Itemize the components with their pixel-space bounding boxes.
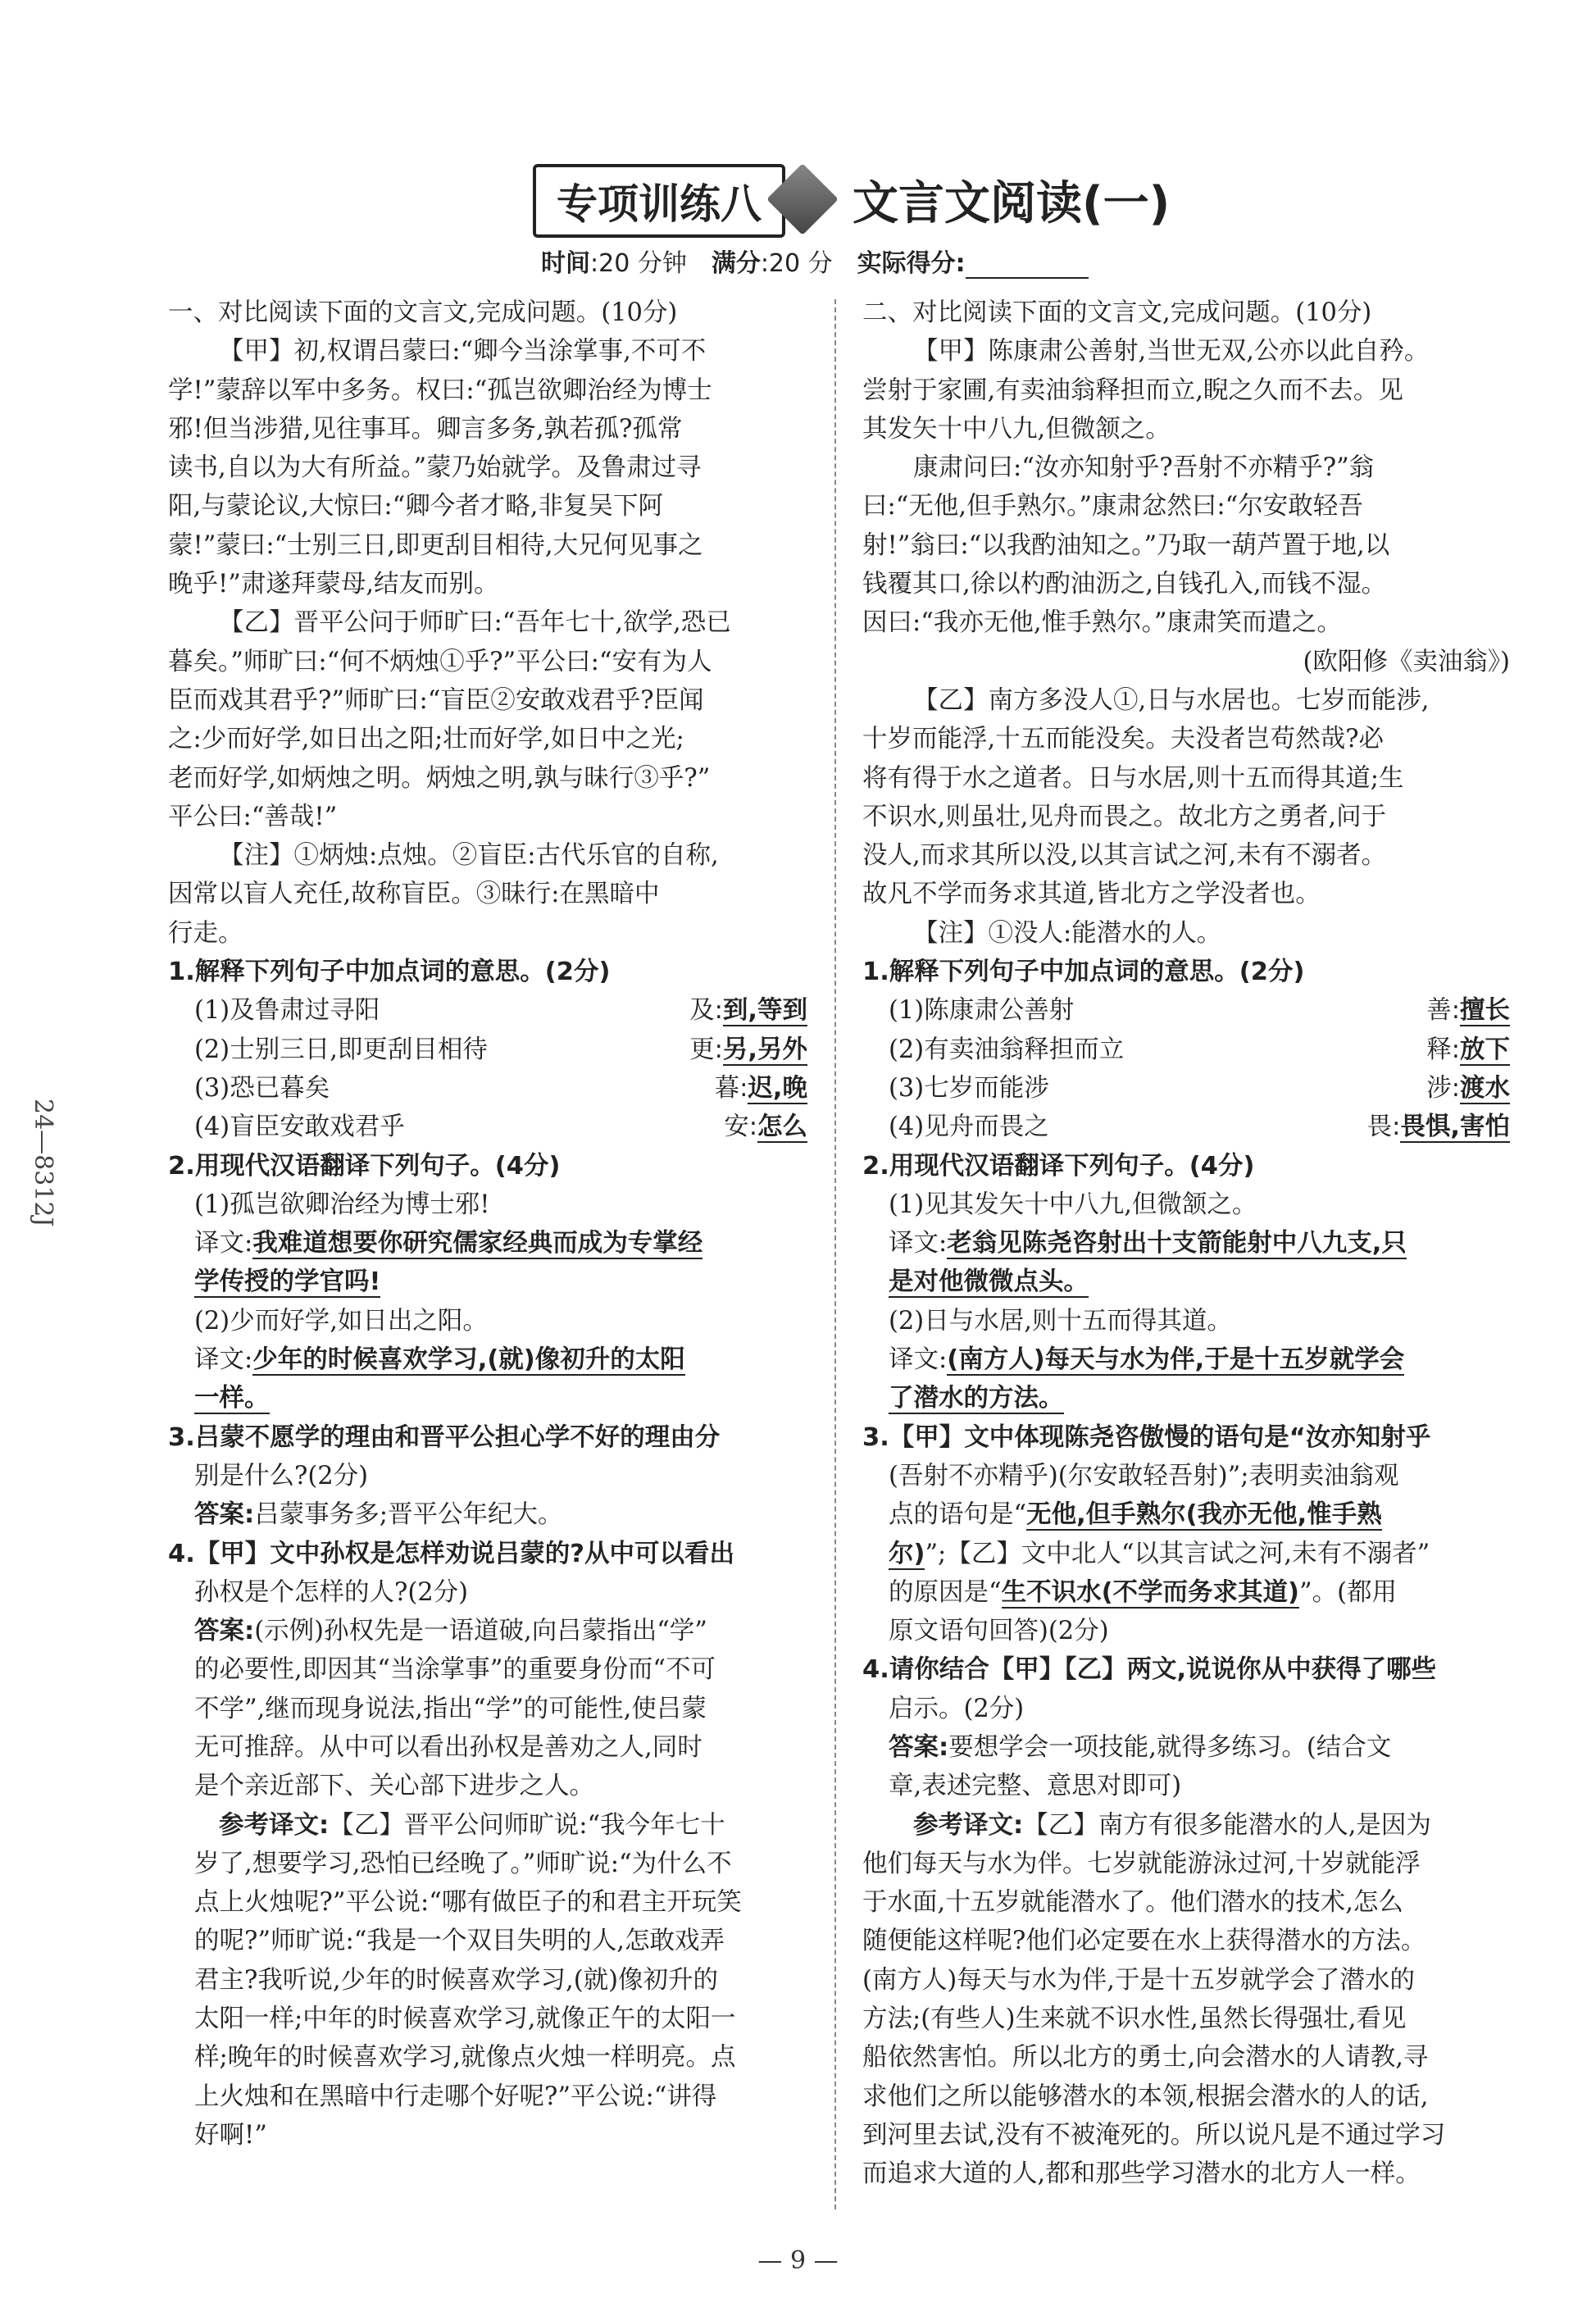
- question-3-text: (吾射不亦精乎)(尔安敢轻吾射)”;表明卖油翁观: [889, 1461, 1399, 1490]
- q2-answer: (南方人)每天与水为伴,于是十五岁就学会: [947, 1345, 1405, 1375]
- question-1-title: 1.解释下列句子中加点词的意思。(2分): [862, 958, 1305, 987]
- passage-line: 射!”翁曰:“以我酌油知之。”乃取一葫芦置于地,以: [862, 530, 1390, 560]
- actual-score-label: 实际得分:: [857, 249, 966, 278]
- q3-answer: 无他,但手熟尔(我亦无他,惟手熟: [1026, 1500, 1382, 1530]
- section-header: [533, 164, 1171, 236]
- q1-key: 畏:: [1366, 1113, 1401, 1142]
- page-number: — 9 —: [757, 2246, 839, 2275]
- question-3-text: 的原因是“: [889, 1577, 1002, 1607]
- q1-key: 更:: [689, 1035, 723, 1064]
- reference-line: 他们每天与水为伴。七岁就能游泳过河,十岁就能浮: [862, 1849, 1421, 1878]
- reference-line: 随便能这样呢?他们必定要在水上获得潜水的方法。: [862, 1927, 1426, 1956]
- answer-label: 答案:: [194, 1500, 255, 1530]
- question-2-title: 2.用现代汉语翻译下列句子。(4分): [862, 1151, 1255, 1181]
- answer-label: 答案:: [194, 1617, 255, 1646]
- q1-key: 涉:: [1426, 1073, 1460, 1103]
- page-title: 文言文阅读(一): [853, 177, 1171, 230]
- q2-answer: 我难道想要你研究儒家经典而成为专掌经: [252, 1229, 703, 1258]
- q4-answer: 是个亲近部下、关心部下进步之人。: [194, 1772, 594, 1801]
- q1-sentence: (1)及鲁肃过寻阳: [194, 996, 380, 1026]
- q1-item: [168, 991, 807, 1030]
- reference-line: 方法;(有些人)生来就不识水性,虽然长得强壮,看见: [862, 2004, 1407, 2034]
- question-3-title: 3.【甲】文中体现陈尧咨傲慢的语句是“汝亦知射乎: [862, 1422, 1431, 1452]
- reference-line: 样;晚年的时候喜欢学习,就像点火烛一样明亮。点: [194, 2043, 736, 2073]
- q2-sentence: (1)孤岂欲卿治经为博士邪!: [194, 1190, 490, 1219]
- passage-line: 【乙】晋平公问于师旷曰:“吾年七十,欲学,恐已: [219, 608, 731, 638]
- q1-sentence: (2)士别三日,即更刮目相待: [194, 1035, 488, 1064]
- q1-item: [862, 1108, 1510, 1146]
- passage-line: 平公曰:“善哉!”: [168, 802, 338, 831]
- reference-translation-label: 参考译文:: [913, 1810, 1024, 1840]
- q1-key: 安:: [724, 1113, 757, 1142]
- q1-key: 暮:: [714, 1073, 748, 1103]
- reference-line: 求他们之所以能够潜水的本领,根据会潜水的人的话,: [862, 2082, 1429, 2111]
- note-line: 【注】①没人:能潜水的人。: [913, 918, 1222, 948]
- question-3-title: 别是什么?(2分): [194, 1461, 369, 1490]
- actual-score-field[interactable]: [966, 257, 1089, 279]
- q3-answer: 吕蒙事务多;晋平公年纪大。: [254, 1500, 563, 1530]
- note-line: 行走。: [168, 918, 243, 948]
- translation-label: 译文:: [889, 1229, 948, 1258]
- note-line: 因常以盲人充任,故称盲臣。③昧行:在黑暗中: [168, 880, 660, 909]
- q1-key: 释:: [1426, 1035, 1460, 1064]
- section-one-title: 一、对比阅读下面的文言文,完成问题。(10分): [168, 298, 678, 327]
- q1-sentence: (1)陈康肃公善射: [889, 996, 1075, 1026]
- q2-answer: 少年的时候喜欢学习,(就)像初升的太阳: [252, 1345, 685, 1375]
- note-line: 【注】①炳烛:点烛。②盲臣:古代乐官的自称,: [219, 841, 719, 871]
- passage-line: 其发矢十中八九,但微颔之。: [862, 414, 1171, 444]
- q1-key: 善:: [1426, 996, 1460, 1026]
- passage-line: 蒙!”蒙曰:“士别三日,即更刮目相待,大兄何见事之: [168, 530, 703, 560]
- passage-line: 邪!但当涉猎,见往事耳。卿言多务,孰若孤?孤常: [168, 414, 683, 444]
- reference-line: 上火烛和在黑暗中行走哪个好呢?”平公说:“讲得: [194, 2082, 717, 2111]
- passage-line: 学!”蒙辞以军中多务。权曰:“孤岂欲卿治经为博士: [168, 375, 712, 405]
- passage-line: 暮矣。”师旷曰:“何不炳烛①乎?”平公曰:“安有为人: [168, 647, 712, 676]
- q1-item: [168, 1031, 807, 1069]
- passage-line: 【甲】初,权谓吕蒙曰:“卿今当涂掌事,不可不: [219, 337, 707, 366]
- time-label: 时间: [541, 249, 590, 278]
- section-label: 专项训练八: [533, 164, 785, 238]
- question-3-text: ”。(都用: [1298, 1577, 1397, 1607]
- translation-label: 译文:: [889, 1345, 948, 1375]
- q1-sentence: (3)恐已暮矣: [194, 1073, 330, 1103]
- reference-line: 【乙】晋平公问师旷说:“我今年七十: [329, 1810, 725, 1840]
- q2-sentence: (2)少而好学,如日出之阳。: [194, 1306, 488, 1336]
- passage-line: 阳,与蒙论议,大惊曰:“卿今者才略,非复吴下阿: [168, 492, 663, 521]
- score-label: 满分: [711, 249, 761, 278]
- reference-line: 的呢?”师旷说:“我是一个双目失明的人,怎敢戏弄: [194, 1927, 725, 1956]
- q1-item: [862, 1069, 1510, 1108]
- q4-answer: 不学”,继而现身说法,指出“学”的可能性,使吕蒙: [194, 1694, 707, 1723]
- question-3-text: 点的语句是“: [889, 1500, 1027, 1530]
- passage-line: 康肃问曰:“汝亦知射乎?吾射不亦精乎?”翁: [913, 453, 1375, 483]
- passage-line: 【乙】南方多没人①,日与水居也。七岁而能涉,: [913, 685, 1430, 715]
- passage-line: 不识水,则虽壮,见舟而畏之。故北方之勇者,问于: [862, 802, 1387, 831]
- passage-line: 【甲】陈康肃公善射,当世无双,公亦以此自矜。: [913, 337, 1430, 366]
- passage-line: 故凡不学而务求其道,皆北方之学没者也。: [862, 880, 1321, 909]
- q1-answer: 渡水: [1460, 1073, 1510, 1103]
- question-1-title: 1.解释下列句子中加点词的意思。(2分): [168, 958, 611, 987]
- reference-line: 【乙】南方有很多能潜水的人,是因为: [1023, 1810, 1431, 1840]
- q1-sentence: (4)见舟而畏之: [889, 1113, 1049, 1142]
- q4-answer: 无可推辞。从中可以看出孙权是善劝之人,同时: [194, 1732, 703, 1762]
- question-2-title: 2.用现代汉语翻译下列句子。(4分): [168, 1151, 561, 1181]
- passage-line: 没人,而求其所以没,以其言试之河,未有不溺者。: [862, 841, 1387, 871]
- q3-answer: 生不识水(不学而务求其道): [1001, 1577, 1299, 1607]
- passage-line: 钱覆其口,徐以杓酌油沥之,自钱孔入,而钱不湿。: [862, 570, 1387, 599]
- reference-translation-label: 参考译文:: [219, 1810, 330, 1840]
- question-4-title: 4.请你结合【甲】【乙】两文,说说你从中获得了哪些: [862, 1655, 1437, 1685]
- left-column: [168, 294, 807, 2155]
- q2-sentence: (2)日与水居,则十五而得其道。: [889, 1306, 1232, 1336]
- source-citation: (欧阳修《卖油翁》): [1303, 647, 1510, 676]
- q2-answer: 一样。: [194, 1384, 270, 1413]
- passage-line: 曰:“无他,但手熟尔。”康肃忿然曰:“尔安敢轻吾: [862, 492, 1363, 521]
- q1-answer: 放下: [1460, 1035, 1510, 1064]
- passage-line: 读书,自以为大有所益。”蒙乃始就学。及鲁肃过寻: [168, 453, 702, 483]
- reference-line: 点上火烛呢?”平公说:“哪有做臣子的和君主开玩笑: [194, 1888, 742, 1918]
- reference-line: 而追求大道的人,都和那些学习潜水的北方人一样。: [862, 2159, 1421, 2189]
- question-4-title: 启示。(2分): [889, 1694, 1025, 1723]
- passage-line: 将有得于水之道者。日与水居,则十五而得其道;生: [862, 763, 1404, 793]
- q1-answer: 擅长: [1460, 996, 1510, 1026]
- column-divider: [834, 299, 836, 2209]
- translation-label: 译文:: [194, 1345, 253, 1375]
- q2-answer: 了潜水的方法。: [889, 1384, 1064, 1413]
- reference-line: 船依然害怕。所以北方的勇士,向会潜水的人请教,寻: [862, 2043, 1429, 2073]
- question-3-text: ”;【乙】文中北人“以其言试之河,未有不溺者”: [925, 1539, 1430, 1568]
- reference-line: 到河里去试,没有不被淹死的。所以说凡是不通过学习: [862, 2120, 1446, 2150]
- reference-line: 于水面,十五岁就能潜水了。他们潜水的技术,怎么: [862, 1888, 1403, 1918]
- q1-sentence: (2)有卖油翁释担而立: [889, 1035, 1125, 1064]
- q1-answer: 畏惧,害怕: [1400, 1113, 1510, 1142]
- reference-line: 岁了,想要学习,恐怕已经晚了。”师旷说:“为什么不: [194, 1849, 732, 1878]
- passage-line: 之:少而好学,如日出之阳;壮而好学,如日中之光;: [168, 725, 684, 754]
- q1-item: [862, 991, 1510, 1030]
- reference-line: 太阳一样;中年的时候喜欢学习,就像正午的太阳一: [194, 2004, 736, 2034]
- q1-answer: 怎么: [757, 1113, 807, 1142]
- passage-line: 尝射于家圃,有卖油翁释担而立,睨之久而不去。见: [862, 375, 1403, 405]
- q1-item: [862, 1031, 1510, 1069]
- passage-line: 因曰:“我亦无他,惟手熟尔。”康肃笑而遣之。: [862, 608, 1342, 638]
- q4-answer: 章,表述完整、意思对即可): [889, 1772, 1182, 1801]
- answer-label: 答案:: [889, 1732, 949, 1762]
- q3-answer: 尔): [889, 1539, 925, 1568]
- translation-label: 译文:: [194, 1229, 253, 1258]
- q1-sentence: (3)七岁而能涉: [889, 1073, 1049, 1103]
- q1-item: [168, 1108, 807, 1146]
- score-value: :20 分: [760, 249, 833, 278]
- q1-item: [168, 1069, 807, 1108]
- reference-line: (南方人)每天与水为伴,于是十五岁就学会了潜水的: [862, 1965, 1415, 1995]
- q2-sentence: (1)见其发矢十中八九,但微颔之。: [889, 1190, 1257, 1219]
- passage-line: 臣而戏其君乎?”师旷曰:“盲臣②安敢戏君乎?臣闻: [168, 685, 704, 715]
- reference-line: 好啊!”: [194, 2120, 267, 2150]
- right-column: [862, 294, 1510, 2194]
- q4-answer: 的必要性,即因其“当涂掌事”的重要身份而“不可: [194, 1655, 716, 1685]
- passage-line: 老而好学,如炳烛之明。炳烛之明,孰与昧行③乎?”: [168, 763, 711, 793]
- q1-answer: 另,另外: [722, 1035, 807, 1064]
- exam-meta: [541, 243, 1089, 279]
- question-4-title: 4.【甲】文中孙权是怎样劝说吕蒙的?从中可以看出: [168, 1539, 734, 1568]
- q4-answer: (示例)孙权先是一语道破,向吕蒙指出“学”: [254, 1617, 707, 1646]
- q1-sentence: (4)盲臣安敢戏君乎: [194, 1113, 405, 1142]
- section-two-title: 二、对比阅读下面的文言文,完成问题。(10分): [862, 298, 1372, 327]
- q1-answer: 迟,晚: [748, 1073, 807, 1103]
- question-3-title: 3.吕蒙不愿学的理由和晋平公担心学不好的理由分: [168, 1422, 721, 1452]
- q2-answer: 老翁见陈尧咨射出十支箭能射中八九支,只: [947, 1229, 1407, 1258]
- question-3-text: 原文语句回答)(2分): [889, 1617, 1109, 1646]
- side-code: 24—8312J: [29, 1099, 57, 1227]
- q1-answer: 到,等到: [722, 996, 807, 1026]
- q2-answer: 是对他微微点头。: [889, 1267, 1089, 1297]
- q1-key: 及:: [689, 996, 723, 1026]
- question-4-title: 孙权是个怎样的人?(2分): [194, 1577, 469, 1607]
- reference-line: 君主?我听说,少年的时候喜欢学习,(就)像初升的: [194, 1965, 719, 1995]
- passage-line: 晚乎!”肃遂拜蒙母,结友而别。: [168, 570, 499, 599]
- passage-line: 十岁而能浮,十五而能没矣。夫没者岂苟然哉?必: [862, 725, 1385, 754]
- time-value: :20 分钟: [590, 249, 687, 278]
- q4-answer: 要想学会一项技能,就得多练习。(结合文: [948, 1732, 1392, 1762]
- q2-answer: 学传授的学官吗!: [194, 1267, 381, 1297]
